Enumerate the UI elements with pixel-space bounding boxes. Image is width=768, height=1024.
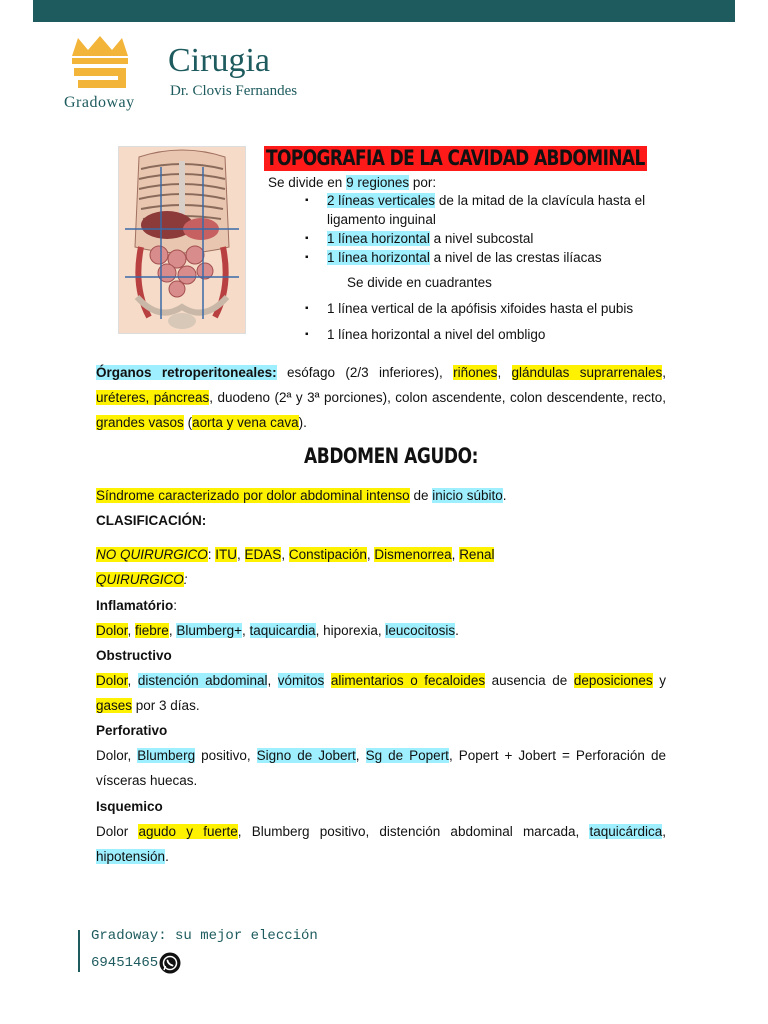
no-quirurgico-line: NO QUIRURGICO: ITU, EDAS, Constipación, Dismenorrea, Renal — [96, 547, 495, 562]
isquemico-text: Dolor agudo y fuerte, Blumberg positivo, distención abdominal marcada, taquicárdica, hipotensión. — [96, 824, 666, 864]
top-bar — [33, 0, 735, 22]
inflamatorio-heading: Inflamatório: — [96, 598, 178, 613]
abdomen-definition: Síndrome caracterizado por dolor abdominal intenso de inicio súbito. — [96, 488, 507, 503]
obstructivo-text: Dolor, distención abdominal, vómitos alimentarios o fecaloides ausencia de deposiciones y gases por 3 días. — [96, 673, 666, 713]
course-title: Cirugia — [168, 42, 270, 79]
anatomy-illustration — [119, 147, 245, 333]
clasificacion-heading: CLASIFICACIÓN: — [96, 513, 207, 528]
gradoway-logo — [58, 36, 150, 116]
perforativo-heading: Perforativo — [96, 723, 168, 738]
abdomen-agudo-title: ABDOMEN AGUDO: — [304, 444, 479, 469]
bullet-linea-ombligo: ▪ 1 línea horizontal a nivel del ombligo — [327, 325, 545, 344]
bullet-linea-xifoides: ▪ 1 línea vertical de la apófisis xifoides hasta el pubis — [327, 299, 633, 318]
isquemico-heading: Isquemico — [96, 799, 163, 814]
quirurgico-line: QUIRURGICO: — [96, 572, 188, 587]
obstructivo-heading: Obstructivo — [96, 648, 172, 663]
brand-name: Gradoway — [64, 94, 135, 111]
course-author: Dr. Clovis Fernandes — [170, 83, 298, 99]
footer-phone: 69451465 — [91, 955, 159, 971]
footer-accent-bar — [78, 930, 80, 972]
topografia-title: TOPOGRAFIA DE LA CAVIDAD ABDOMINAL — [266, 146, 645, 171]
crown-g-icon — [68, 36, 132, 92]
bullet-lineas-verticales: ▪ 2 líneas verticales de la mitad de la clavícula hasta el ligamento inguinal — [327, 191, 645, 229]
perforativo-text: Dolor, Blumberg positivo, Signo de Jobert, Sg de Popert, Popert + Jobert = Perforación de vísceras huecas. — [96, 748, 666, 788]
retroperitoneales-paragraph: Órganos retroperitoneales: esófago (2/3 inferiores), riñones, glándulas suprarrenales, uréteres, páncreas, duodeno (2ª y 3ª porciones), colon ascendente, colon descendente, recto, grandes vasos (aorta y vena cava). — [96, 365, 667, 430]
cuadrantes-text: Se divide en cuadrantes — [347, 275, 492, 290]
abdominal-anatomy-figure — [118, 146, 246, 334]
topografia-intro: Se divide en 9 regiones por: — [268, 175, 437, 190]
inflamatorio-text: Dolor, fiebre, Blumberg+, taquicardia, hiporexia, leucocitosis. — [96, 623, 459, 638]
bullet-linea-subcostal: ▪ 1 línea horizontal a nivel subcostal — [327, 229, 533, 248]
footer-slogan: Gradoway: su mejor elección — [91, 928, 318, 944]
bullet-linea-crestas: ▪ 1 línea horizontal a nivel de las crestas ilíacas — [327, 248, 602, 267]
whatsapp-icon[interactable] — [159, 952, 181, 974]
